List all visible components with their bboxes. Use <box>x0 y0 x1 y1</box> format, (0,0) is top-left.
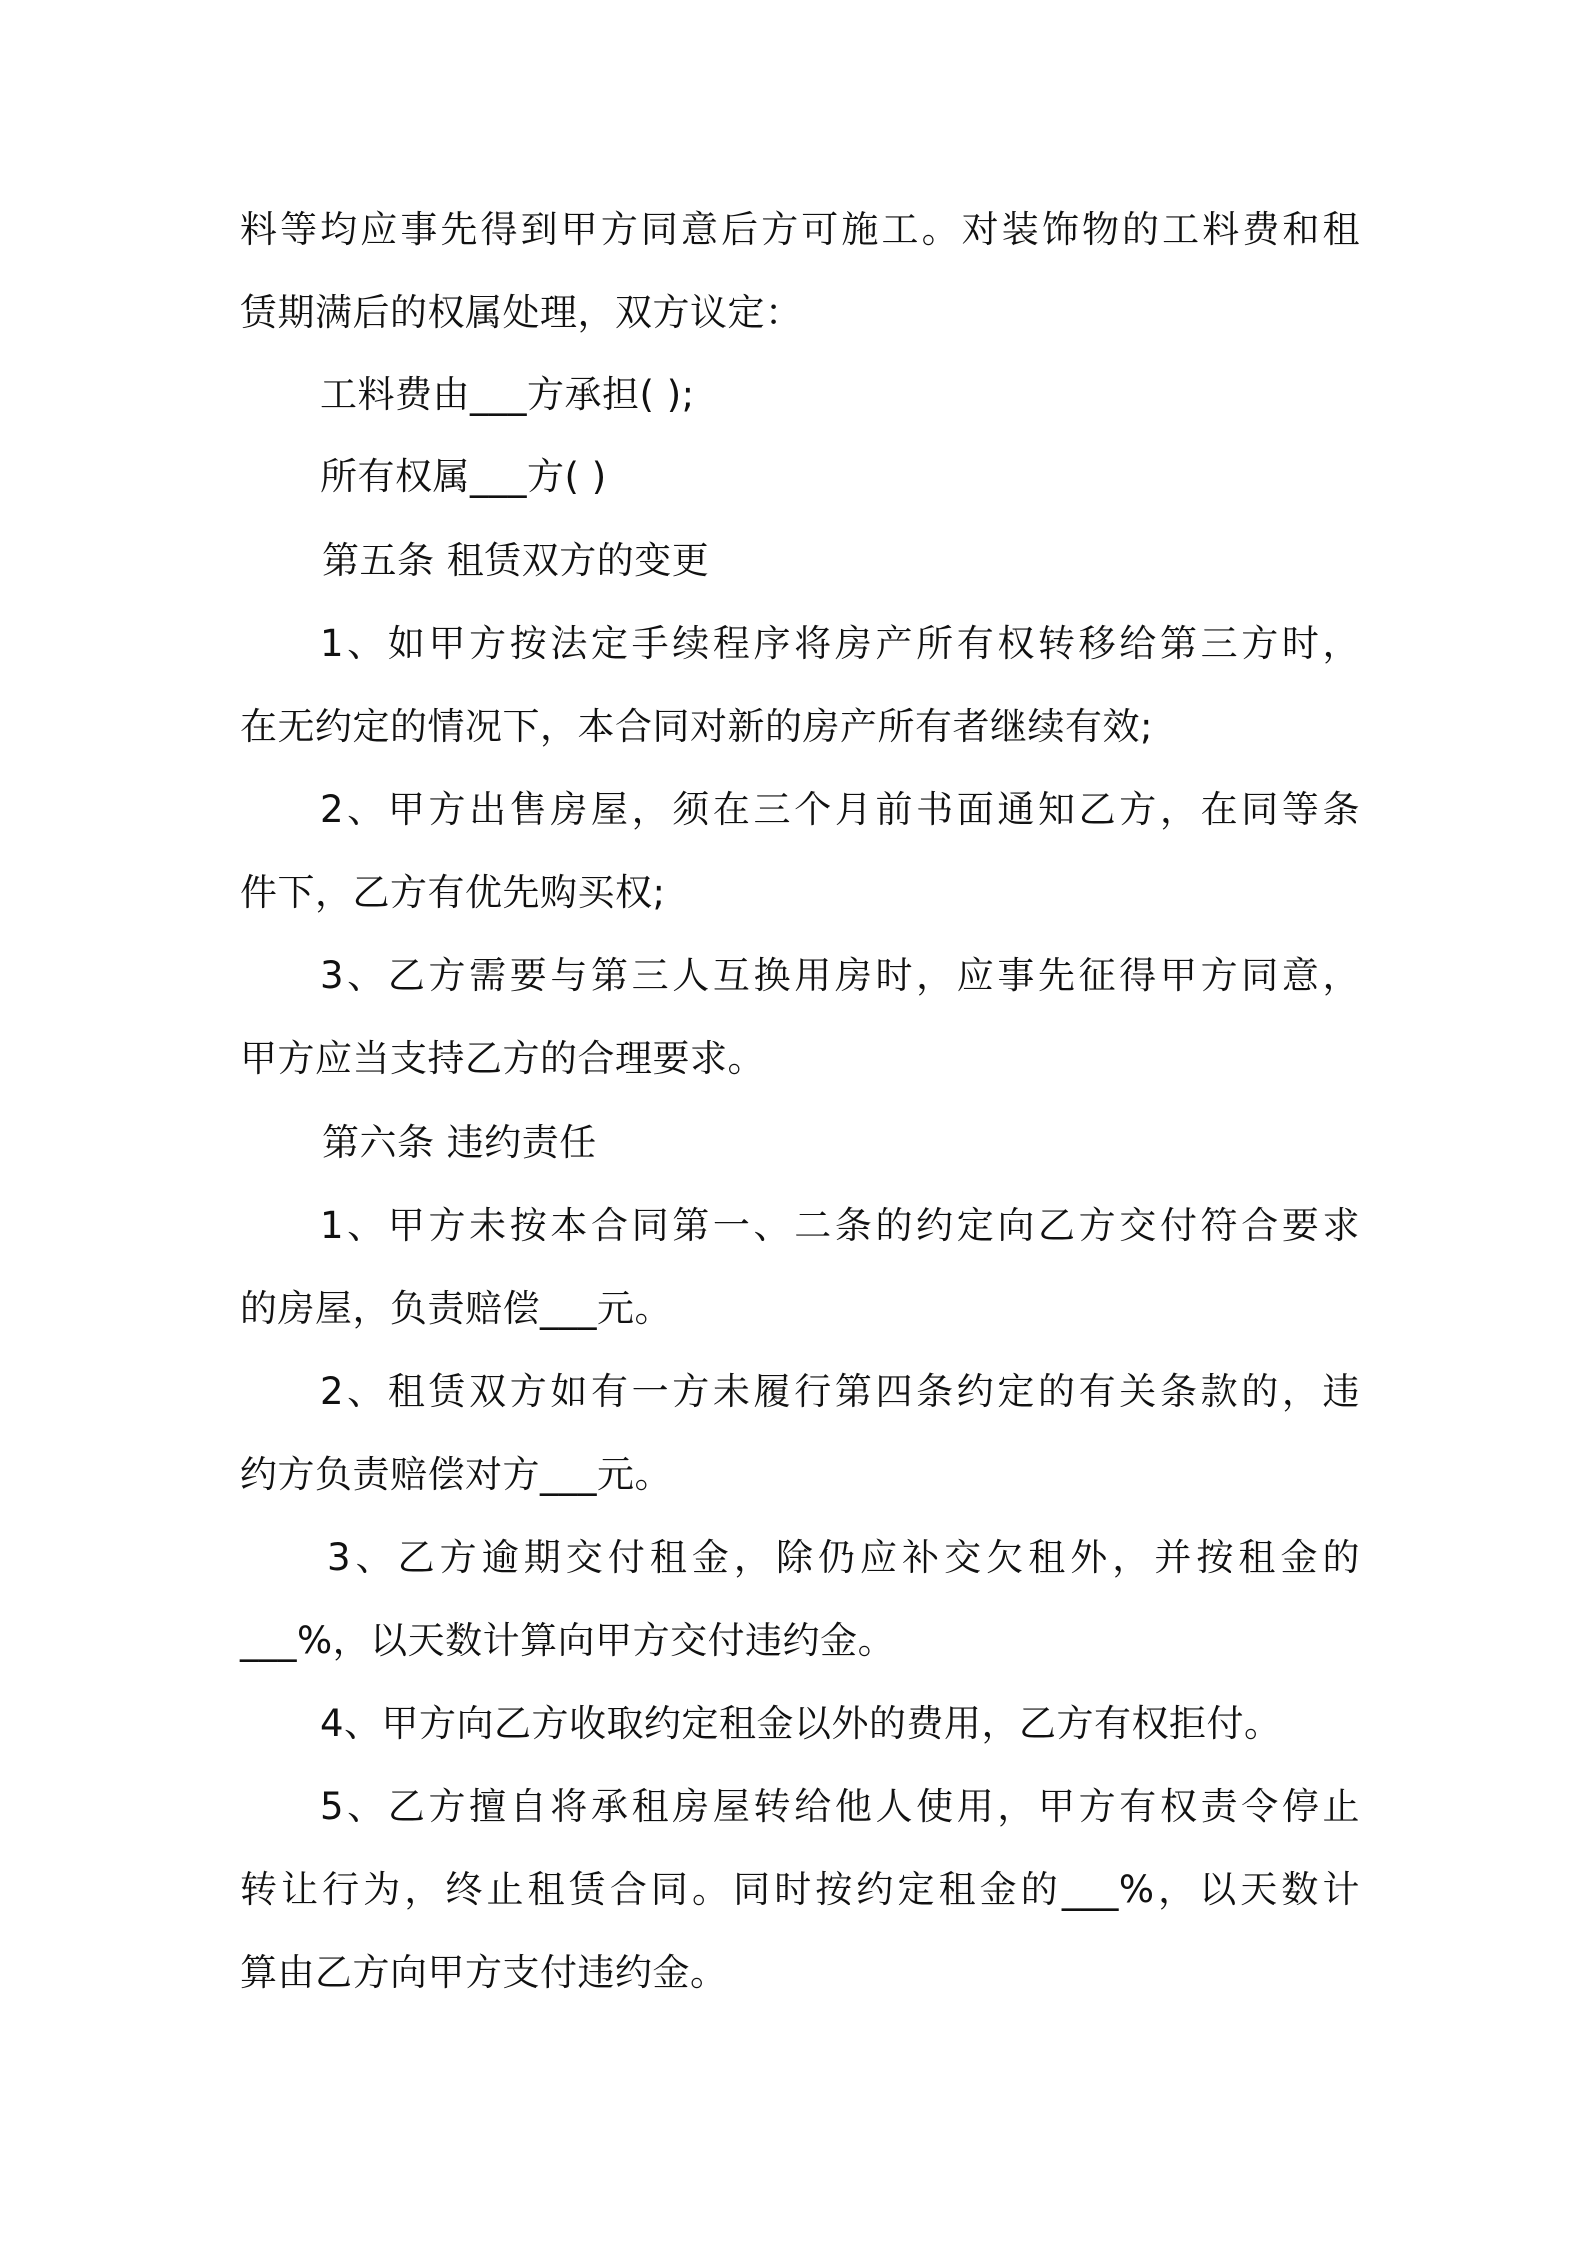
paragraph-line: ___%，以天数计算向甲方交付违约金。 <box>240 1619 896 1662</box>
paragraph-line: 甲方应当支持乙方的合理要求。 <box>240 1037 765 1080</box>
paragraph-line: 转让行为，终止租赁合同。同时按约定租金的___%，以天数计 <box>240 1868 1360 1911</box>
paragraph-line: 料等均应事先得到甲方同意后方可施工。对装饰物的工料费和租 <box>240 208 1360 251</box>
clause-line: 4、甲方向乙方收取约定租金以外的费用，乙方有权拒付。 <box>320 1702 1282 1745</box>
clause-line: 工料费由___方承担( ); <box>320 373 695 416</box>
clause-line: 5、乙方擅自将承租房屋转给他人使用，甲方有权责令停止 <box>320 1785 1360 1828</box>
paragraph-line: 赁期满后的权属处理，双方议定： <box>240 291 803 334</box>
paragraph-line: 算由乙方向甲方支付违约金。 <box>240 1951 728 1994</box>
paragraph-line: 件下，乙方有优先购买权; <box>240 871 666 914</box>
clause-line: 3、乙方逾期交付租金，除仍应补交欠租外，并按租金的 <box>327 1536 1360 1579</box>
clause-line: 3、乙方需要与第三人互换用房时，应事先征得甲方同意， <box>320 954 1360 997</box>
clause-line: 2、租赁双方如有一方未履行第四条约定的有关条款的，违 <box>320 1370 1360 1413</box>
clause-line: 1、甲方未按本合同第一、二条的约定向乙方交付符合要求 <box>320 1204 1360 1247</box>
clause-line: 1、如甲方按法定手续程序将房产所有权转移给第三方时， <box>320 622 1360 665</box>
paragraph-line: 约方负责赔偿对方___元。 <box>240 1453 672 1496</box>
paragraph-line: 在无约定的情况下，本合同对新的房产所有者继续有效; <box>240 705 1153 748</box>
clause-line: 2、甲方出售房屋，须在三个月前书面通知乙方，在同等条 <box>320 788 1360 831</box>
paragraph-line: 的房屋，负责赔偿___元。 <box>240 1287 672 1330</box>
section-heading: 第五条 租赁双方的变更 <box>322 539 710 582</box>
section-heading: 第六条 违约责任 <box>322 1121 597 1164</box>
clause-line: 所有权属___方( ) <box>320 455 607 498</box>
